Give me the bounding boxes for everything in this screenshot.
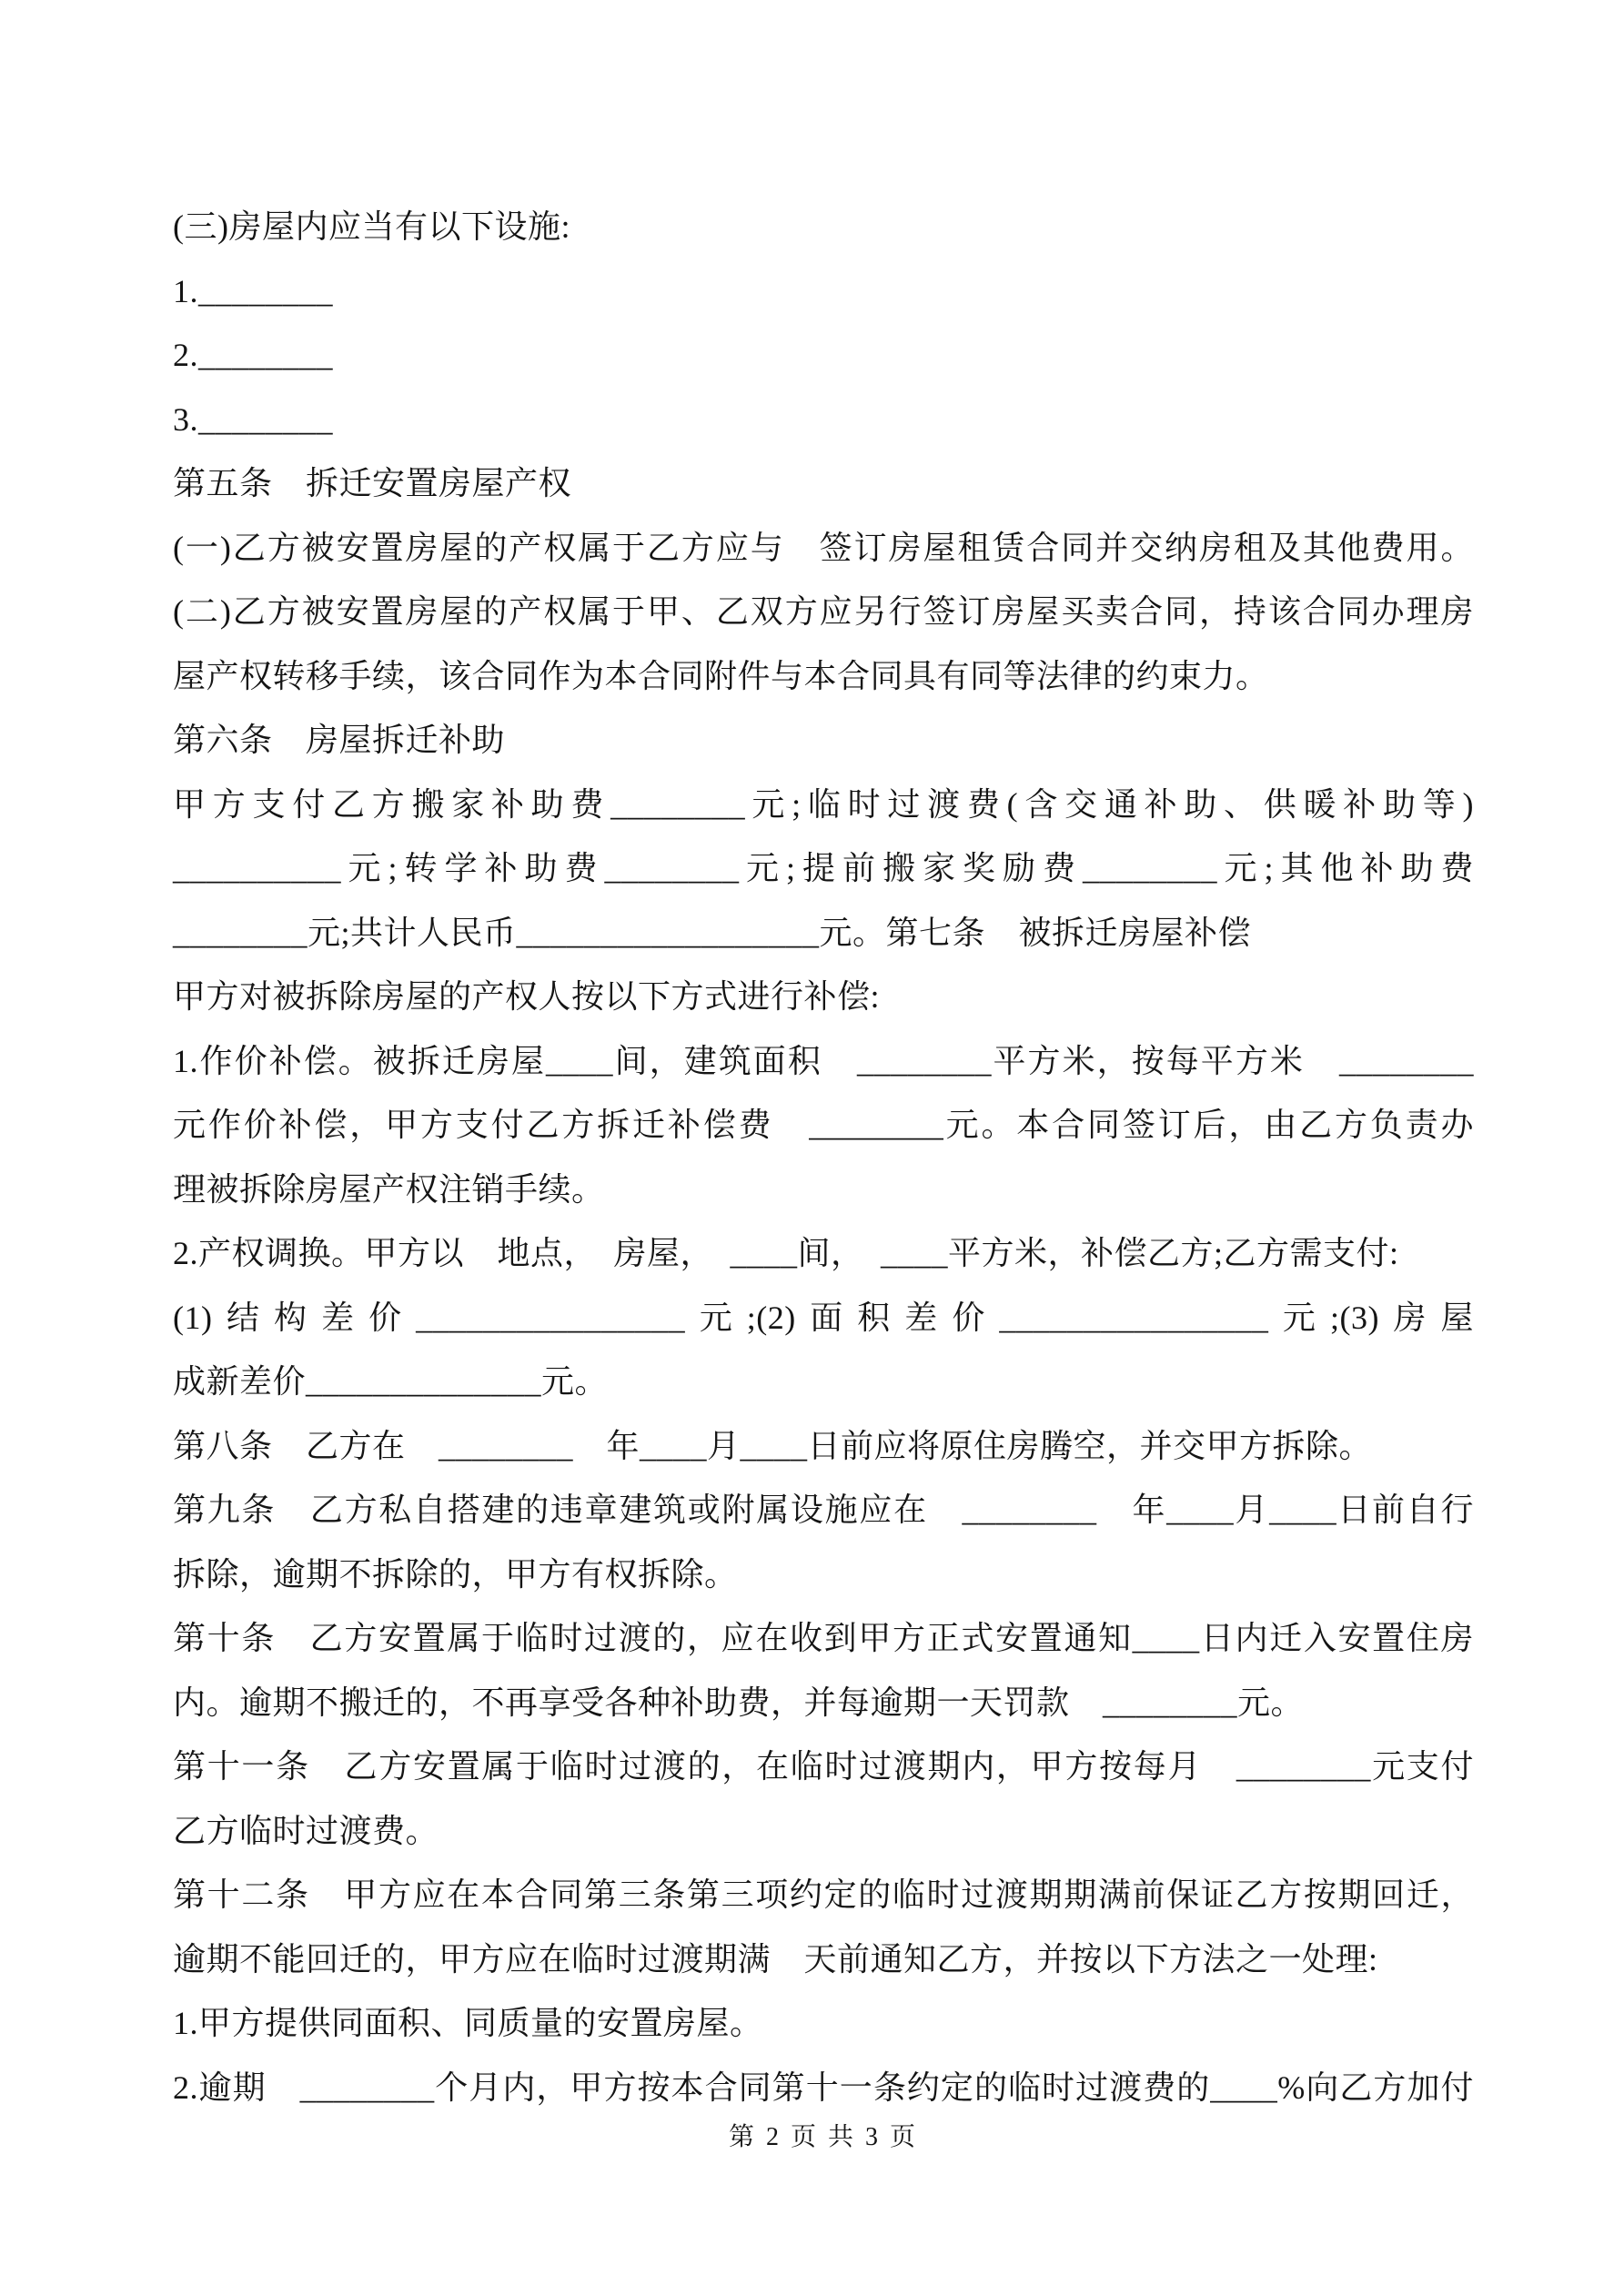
- contract-line: 乙方临时过渡费。: [173, 1812, 439, 1849]
- contract-line-blank-item: 2.________: [173, 337, 333, 373]
- contract-line: 屋产权转移手续，该合同作为本合同附件与本合同具有同等法律的约束力。: [173, 657, 1269, 694]
- contract-line: 元作价补偿，甲方支付乙方拆迁补偿费 ________元。本合同签订后，由乙方负责办: [173, 1107, 1474, 1143]
- contract-line: (三)房屋内应当有以下设施:: [173, 208, 570, 245]
- contract-line: 1.甲方提供同面积、同质量的安置房屋。: [173, 2005, 763, 2041]
- contract-line: (二)乙方被安置房屋的产权属于甲、乙双方应另行签订房屋买卖合同，持该合同办理房: [173, 593, 1474, 630]
- contract-line: 成新差价______________元。: [173, 1363, 609, 1400]
- contract-line: 内。逾期不搬迁的，不再享受各种补助费，并每逾期一天罚款 ________元。: [173, 1684, 1305, 1721]
- article-6-heading: 第六条 房屋拆迁补助: [173, 722, 506, 758]
- article-10-line: 第十条 乙方安置属于临时过渡的，应在收到甲方正式安置通知____日内迁入安置住房: [173, 1620, 1474, 1656]
- contract-line: (1)结构差价________________元;(2)面积差价________________元;(3)房屋: [173, 1299, 1474, 1336]
- article-5-heading: 第五条 拆迁安置房屋产权: [173, 465, 572, 501]
- contract-line: 2.产权调换。甲方以 地点， 房屋， ____间， ____平方米，补偿乙方;乙方需支付:: [173, 1235, 1399, 1271]
- contract-line: 甲方对被拆除房屋的产权人按以下方式进行补偿:: [173, 978, 881, 1015]
- page-number: 第 2 页 共 3 页: [728, 2123, 918, 2151]
- article-9-line: 第九条 乙方私自搭建的违章建筑或附属设施应在 ________ 年____月____日前自行: [173, 1492, 1474, 1528]
- contract-line: 逾期不能回迁的，甲方应在临时过渡期满 天前通知乙方，并按以下方法之一处理:: [173, 1940, 1378, 1977]
- contract-line: 1.作价补偿。被拆迁房屋____间，建筑面积 ________平方米，按每平方米 ________: [173, 1042, 1474, 1079]
- article-8-line: 第八条 乙方在 ________ 年____月____日前应将原住房腾空，并交甲方拆除。: [173, 1427, 1373, 1464]
- contract-line-blank-item: 1.________: [173, 272, 333, 309]
- contract-body: [173, 195, 1474, 2119]
- contract-line-article-7: ________元;共计人民币__________________元。第七条 被拆迁房屋补偿: [173, 914, 1252, 951]
- article-12-line: 第十二条 甲方应在本合同第三条第三项约定的临时过渡期期满前保证乙方按期回迁，: [173, 1876, 1474, 1913]
- contract-line: 理被拆除房屋产权注销手续。: [173, 1170, 605, 1208]
- contract-line: 甲方支付乙方搬家补助费________元;临时过渡费(含交通补助、供暖补助等): [173, 785, 1474, 823]
- contract-line: 2.逾期 ________个月内，甲方按本合同第十一条约定的临时过渡费的____%向乙方加付: [173, 2068, 1474, 2106]
- contract-line-blank-item: 3.________: [173, 400, 333, 438]
- contract-line: (一)乙方被安置房屋的产权属于乙方应与 签订房屋租赁合同并交纳房租及其他费用。: [173, 529, 1474, 566]
- contract-line: __________元;转学补助费________元;提前搬家奖励费________元;其他补助费: [173, 850, 1474, 886]
- article-11-line: 第十一条 乙方安置属于临时过渡的，在临时过渡期内，甲方按每月 ________元支付: [173, 1748, 1474, 1785]
- contract-line: 拆除，逾期不拆除的，甲方有权拆除。: [173, 1555, 738, 1593]
